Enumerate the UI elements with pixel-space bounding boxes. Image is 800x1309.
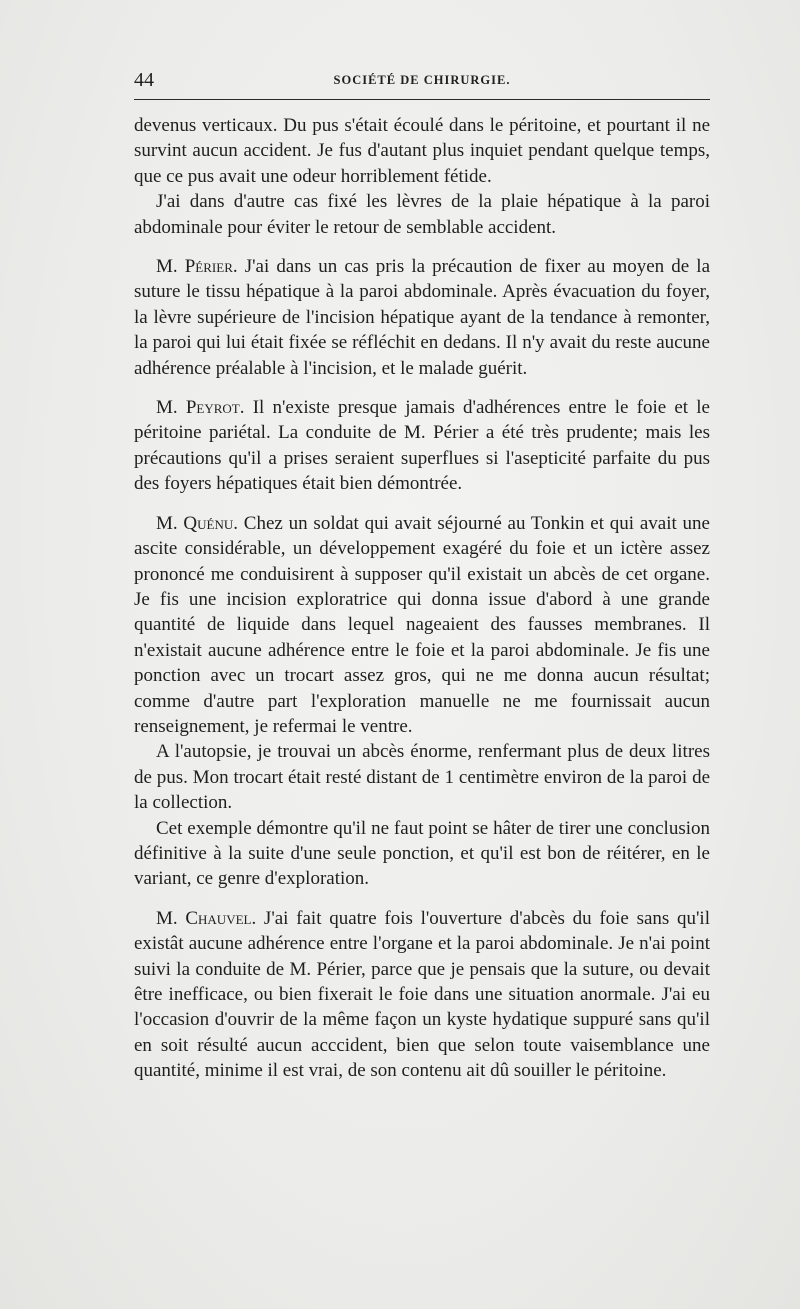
paragraph-continuation	[134, 113, 710, 189]
paragraph-text: J'ai dans un cas pris la précaution de fixer au moyen de la suture le tissu hépatique à la paroi abdominale. Après évacuation du foyer, la lèvre supérieure de l'incision hépatique ayant de la tendance à remonter, la paroi qui lui était fixée se réfléchit en dedans. Il n'y avait du reste aucune adhérence préalable à l'incision, et le malade guérit.	[134, 256, 711, 379]
paragraph-text: Il n'existe presque jamais d'adhérences entre le foie et le péritoine pariétal. La conduite de M. Périer a été très prudente; mais les précautions qu'il a prises seraient superflues si l'asepticité parfaite du pus des foyers hépatiques était bien démontrée.	[134, 397, 710, 495]
page-number: 44	[134, 69, 154, 91]
paragraph-text: J'ai dans d'autre cas fixé les lèvres de la plaie hépatique à la paroi abdominale pour éviter le retour de semblable accident.	[134, 191, 710, 238]
page-header	[134, 68, 710, 98]
paragraph-text: devenus verticaux. Du pus s'était écoulé dans le péritoine, et pourtant il ne survint aucun accident. Je fus d'autant plus inquiet pendant quelque temps, que ce pus avait une odeur horriblement fétide.	[134, 115, 710, 187]
paragraph	[134, 816, 710, 892]
paragraph-text: Chez un soldat qui avait séjourné au Tonkin et qui avait une ascite considérable, un développement exagéré du foie et un ictère assez prononcé me conduisirent à supposer qu'il existait un abcès de cet organe. Je fis une incision exploratrice qui donna issue d'abord à une grande quantité de liquide dans lequel nageaient des fausses membranes. Il n'existait aucune adhérence entre le foie et la paroi abdominale. Je fis une ponction avec un trocart assez gros, qui ne me donna aucun résultat; comme d'autre part l'exploration manuelle ne me fournissait aucun renseignement, je refermai le ventre.	[134, 512, 710, 737]
paragraph-peyrot	[134, 395, 710, 497]
speaker-name: M. Quénu.	[156, 512, 239, 534]
paragraph-text: J'ai fait quatre fois l'ouverture d'abcès du foie sans qu'il existât aucune adhérence entre l'organe et la paroi abdominale. Je n'ai point suivi la conduite de M. Périer, parce que je pensais que la suture, ou devait être inefficace, ou bien fixerait le foie dans une situation anormale. J'ai eu l'occasion d'ouvrir de la même façon un kyste hydatique suppuré sans qu'il en soit résulté aucun acccident, bien que selon toute vaisemblance une quantité, minime il est vrai, de son contenu ait dû souiller le péritoine.	[134, 907, 710, 1082]
paragraph-text: A l'autopsie, je trouvai un abcès énorme, renfermant plus de deux litres de pus. Mon trocart était resté distant de 1 centimètre environ de la paroi de la collection.	[134, 741, 710, 814]
paragraph	[134, 189, 710, 240]
speaker-name: M. Peyrot.	[156, 397, 245, 419]
paragraph-text: Cet exemple démontre qu'il ne faut point se hâter de tirer une conclusion définitive à la suite d'une seule ponction, et qu'il est bon de réitérer, en le variant, ce genre d'exploration.	[134, 817, 710, 890]
speaker-name: M. Périer.	[156, 256, 238, 278]
paragraph-chauvel	[134, 906, 710, 1084]
running-title: SOCIÉTÉ DE CHIRURGIE.	[333, 73, 511, 87]
speaker-name: M. Chauvel.	[156, 907, 257, 929]
paragraph-perier	[134, 254, 710, 381]
paragraph-quenu	[134, 511, 710, 740]
header-rule	[134, 99, 710, 100]
body-text	[134, 113, 710, 1084]
paragraph	[134, 739, 710, 815]
